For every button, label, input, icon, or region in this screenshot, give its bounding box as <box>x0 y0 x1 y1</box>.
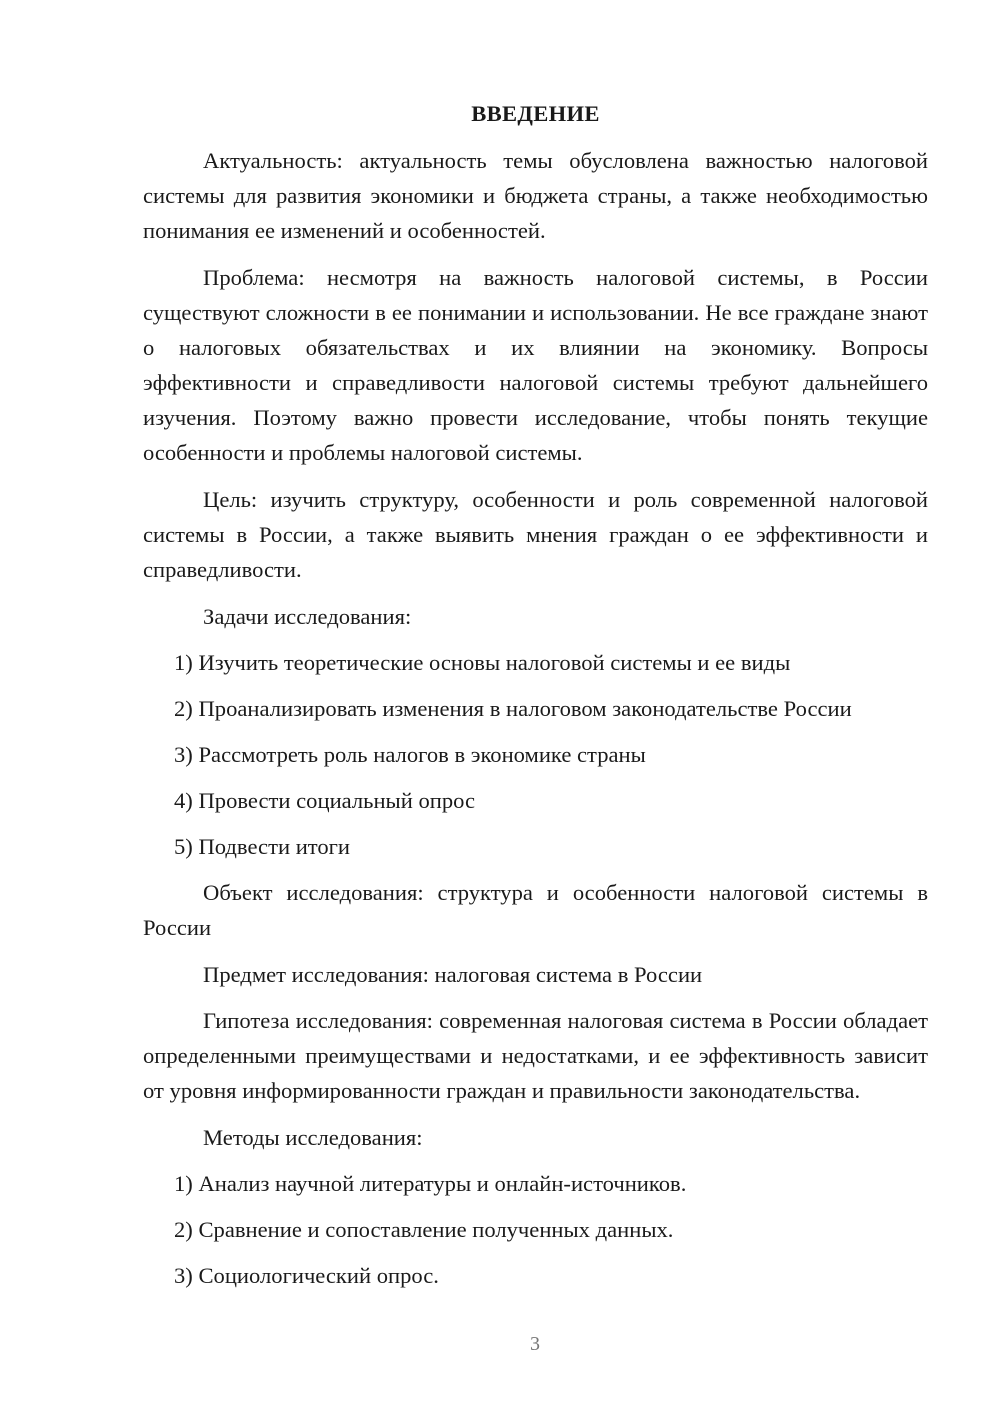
hypothesis-paragraph: Гипотеза исследования: современная налоговая система в России обладает определенными преимуществами и недостатками, и ее эффективность зависит от уровня информированности граждан и правильности законодательства. <box>143 1008 928 1103</box>
tasks-heading: Задачи исследования: <box>203 604 412 629</box>
problem-paragraph: Проблема: несмотря на важность налоговой системы, в России существуют сложности в ее понимании и использовании. Не все граждане знают о налоговых обязательствах и их влиянии на экономику. Вопросы эффективности и справедливости налоговой системы требуют дальнейшего изучения. Поэтому важно провести исследование, чтобы понять текущие особенности и проблемы налоговой системы. <box>143 265 928 465</box>
list-item: 1) Изучить теоретические основы налоговой системы и ее виды <box>174 650 791 675</box>
list-item: 3) Социологический опрос. <box>174 1263 439 1288</box>
list-item: 1) Анализ научной литературы и онлайн-источников. <box>174 1171 687 1196</box>
list-item: 3) Рассмотреть роль налогов в экономике страны <box>174 742 646 767</box>
methods-list <box>143 1166 928 1293</box>
page-body <box>143 96 928 1304</box>
goal-paragraph: Цель: изучить структуру, особенности и роль современной налоговой системы в России, а также выявить мнения граждан о ее эффективности и справедливости. <box>143 487 928 582</box>
relevance-paragraph: Актуальность: актуальность темы обусловлена важностью налоговой системы для развития экономики и бюджета страны, а также необходимостью понимания ее изменений и особенностей. <box>143 148 928 243</box>
list-item: 2) Проанализировать изменения в налоговом законодательстве России <box>174 696 852 721</box>
list-item: 2) Сравнение и сопоставление полученных данных. <box>174 1217 674 1242</box>
object-paragraph: Объект исследования: структура и особенности налоговой системы в России <box>143 880 928 940</box>
list-item: 5) Подвести итоги <box>174 834 351 859</box>
page-title: ВВЕДЕНИЕ <box>471 101 600 126</box>
subject-paragraph: Предмет исследования: налоговая система в России <box>203 962 703 987</box>
tasks-list <box>143 645 928 864</box>
methods-heading: Методы исследования: <box>203 1125 423 1150</box>
list-item: 4) Провести социальный опрос <box>174 788 476 813</box>
page-number: 3 <box>530 1333 540 1355</box>
